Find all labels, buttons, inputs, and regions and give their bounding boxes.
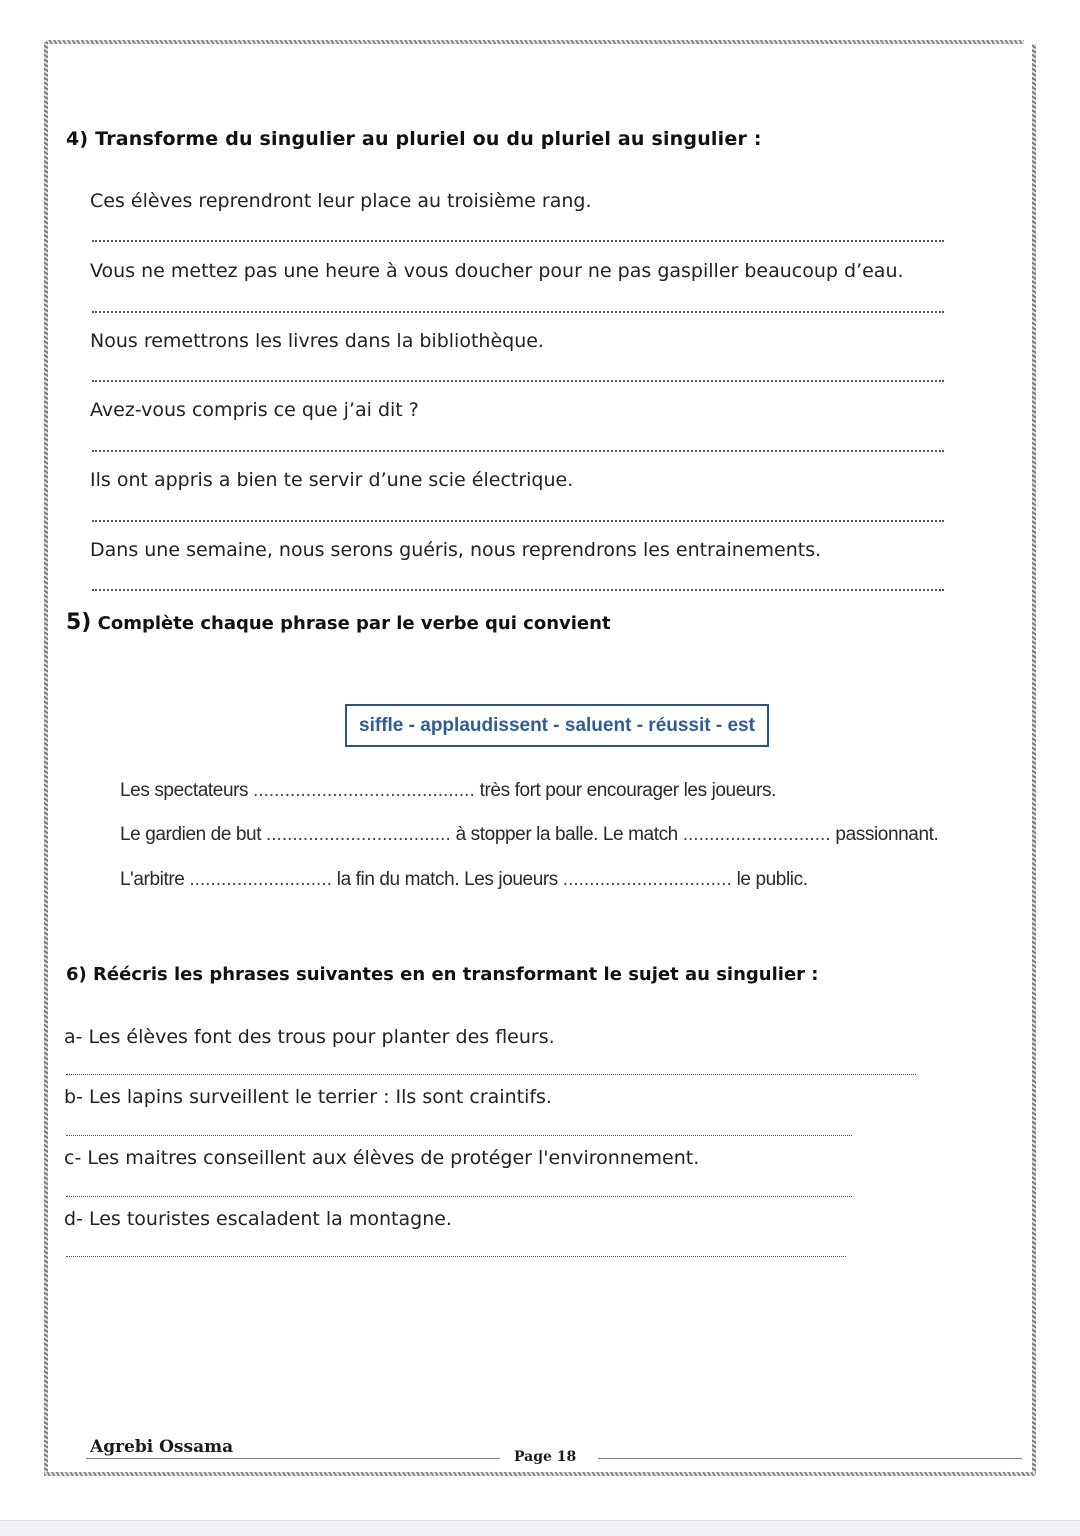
answer-line[interactable] — [66, 1196, 852, 1197]
exercise-4-sentence: Dans une semaine, nous serons guéris, nous reprendrons les entrainements. — [90, 539, 822, 561]
answer-line[interactable] — [92, 311, 944, 313]
sentence-part: à stopper la balle. Le match — [450, 824, 683, 845]
exercise-6-item: c- Les maitres conseillent aux élèves de protéger l'environnement. — [64, 1147, 700, 1169]
sentence-part: passionnant. — [830, 824, 939, 845]
viewer-bottom-band — [0, 1520, 1080, 1536]
answer-line[interactable] — [92, 450, 944, 452]
answer-line[interactable] — [92, 589, 944, 591]
exercise-5-instruction: Complète chaque phrase par le verbe qui convient — [97, 613, 611, 634]
footer-rule-right — [598, 1458, 1022, 1459]
sentence-part: la fin du match. Les joueurs — [331, 869, 563, 890]
exercise-6-item: b- Les lapins surveillent le terrier : Ils sont craintifs. — [64, 1086, 552, 1108]
exercise-4-sentence: Nous remettrons les livres dans la bibliothèque. — [90, 330, 544, 352]
exercise-4-sentence: Ils ont appris a bien te servir d’une scie électrique. — [90, 469, 574, 491]
frame-border-top — [46, 40, 1024, 44]
blank-field[interactable]: .......................................... — [253, 780, 475, 801]
answer-line[interactable] — [92, 380, 944, 382]
blank-field[interactable]: ................................... — [265, 824, 451, 845]
exercise-4-sentence: Ces élèves reprendront leur place au troisième rang. — [90, 190, 592, 212]
answer-line[interactable] — [66, 1135, 852, 1136]
answer-line[interactable] — [92, 240, 944, 242]
exercise-6-item: a- Les élèves font des trous pour planter des fleurs. — [64, 1026, 555, 1048]
sentence-part: très fort pour encourager les joueurs. — [474, 780, 776, 801]
sentence-part: Le gardien de but — [120, 824, 266, 845]
exercise-4-title: 4) Transforme du singulier au pluriel ou du pluriel au singulier : — [66, 128, 762, 150]
fill-in-sentence — [120, 780, 776, 802]
frame-border-bottom — [44, 1472, 1036, 1476]
exercise-4-sentence: Vous ne mettez pas une heure à vous doucher pour ne pas gaspiller beaucoup d’eau. — [90, 260, 904, 282]
verb-bank-text: siffle - applaudissent - saluent - réussit - est — [359, 714, 755, 736]
blank-field[interactable]: ................................ — [562, 869, 732, 890]
frame-border-left — [44, 42, 48, 1474]
answer-line[interactable] — [66, 1256, 846, 1257]
sentence-part: Les spectateurs — [120, 780, 254, 801]
frame-border-right — [1032, 44, 1036, 1474]
footer-author: Agrebi Ossama — [90, 1437, 234, 1457]
exercise-6-item: d- Les touristes escaladent la montagne. — [64, 1208, 452, 1230]
fill-in-sentence — [120, 824, 938, 846]
answer-line[interactable] — [92, 520, 944, 522]
verb-bank-box — [345, 704, 769, 747]
exercise-4-sentence: Avez-vous compris ce que j’ai dit ? — [90, 399, 419, 421]
answer-line[interactable] — [66, 1074, 916, 1075]
sentence-part: L'arbitre — [120, 869, 190, 890]
page-number: Page 18 — [514, 1449, 577, 1465]
footer-rule-left — [86, 1458, 500, 1459]
sentence-part: le public. — [731, 869, 808, 890]
fill-in-sentence — [120, 869, 808, 891]
blank-field[interactable]: ............................ — [682, 824, 831, 845]
exercise-5-title — [66, 610, 611, 635]
blank-field[interactable]: ........................... — [189, 869, 332, 890]
exercise-5-number: 5) — [66, 610, 92, 635]
exercise-6-title: 6) Réécris les phrases suivantes en en transformant le sujet au singulier : — [66, 964, 819, 985]
